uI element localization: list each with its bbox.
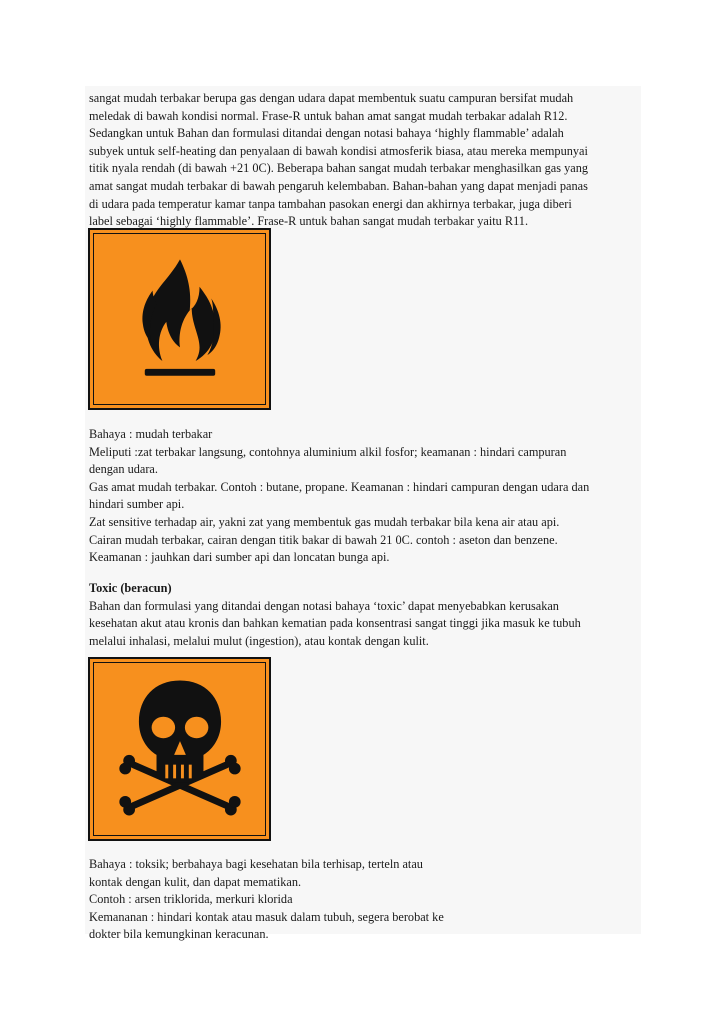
- text-line: melalui inhalasi, melalui mulut (ingestion), atau kontak dengan kulit.: [89, 633, 429, 648]
- text-line: hindari sumber api.: [89, 497, 185, 512]
- text-line: subyek untuk self-heating dan penyalaan di bawah kondisi atmosferik biasa, atau mereka mempunyai: [89, 143, 588, 158]
- text-line: Kemananan : hindari kontak atau masuk dalam tubuh, segera berobat ke: [89, 909, 444, 924]
- text-line: Bahaya : mudah terbakar: [89, 427, 213, 441]
- text-line: meledak di bawah kondisi normal. Frase-R untuk bahan amat sangat mudah terbakar adalah R12.: [89, 108, 568, 123]
- toxic-hazard-sign: [88, 657, 271, 841]
- text-line: Sedangkan untuk Bahan dan formulasi ditandai dengan notasi bahaya ‘highly flammable’ adalah: [89, 126, 564, 141]
- text-line: Bahaya : toksik; berbahaya bagi kesehatan bila terhisap, terteln atau: [89, 857, 423, 871]
- text-line: label sebagai ‘highly flammable’. Frase-R untuk bahan sangat mudah terbakar yaitu R11.: [89, 214, 529, 229]
- text-line: dengan udara.: [89, 462, 158, 477]
- text-line: Cairan mudah terbakar, cairan dengan titik bakar di bawah 21 0C. contoh : aseton dan benzene.: [89, 532, 558, 547]
- text-line: sangat mudah terbakar berupa gas dengan udara dapat membentuk suatu campuran bersifat mudah: [89, 91, 574, 105]
- sign-inner-border: [93, 662, 266, 836]
- toxic-heading: Toxic (beracun): [89, 581, 172, 595]
- text-line: di udara pada temperatur kamar tanpa tambahan pasokan energi dan akhirnya terbakar, juga diberi: [89, 196, 572, 211]
- text-line: kesehatan akut atau kronis dan bahkan kematian pada konsentrasi sangat tinggi jika masuk ke tubuh: [89, 616, 581, 631]
- text-line: Bahan dan formulasi yang ditandai dengan notasi bahaya ‘toxic’ dapat menyebabkan kerusakan: [89, 598, 559, 613]
- sign-inner-border: [93, 233, 266, 405]
- flammable-info-paragraph: [89, 426, 641, 567]
- text-line: titik nyala rendah (di bawah +21 0C). Beberapa bahan sangat mudah terbakar menghasilkan gas yang: [89, 161, 588, 176]
- text-line: dokter bila kemungkinan keracunan.: [89, 927, 269, 942]
- text-line: Keamanan : jauhkan dari sumber api dan loncatan bunga api.: [89, 550, 390, 565]
- toxic-info-paragraph: [89, 856, 641, 944]
- toxic-section: [89, 580, 641, 650]
- flammable-hazard-sign: [88, 228, 271, 410]
- text-line: Gas amat mudah terbakar. Contoh : butane, propane. Keamanan : hindari campuran dengan udara dan: [89, 479, 590, 494]
- text-line: amat sangat mudah terbakar di bawah pengaruh kelembaban. Bahan-bahan yang dapat menjadi panas: [89, 178, 588, 193]
- intro-paragraph: [89, 90, 641, 231]
- text-line: Contoh : arsen triklorida, merkuri klorida: [89, 892, 293, 907]
- text-line: kontak dengan kulit, dan dapat mematikan.: [89, 874, 302, 889]
- text-line: Zat sensitive terhadap air, yakni zat yang membentuk gas mudah terbakar bila kena air atau api.: [89, 514, 560, 529]
- text-line: Meliputi :zat terbakar langsung, contohnya aluminium alkil fosfor; keamanan : hindari campuran: [89, 444, 567, 459]
